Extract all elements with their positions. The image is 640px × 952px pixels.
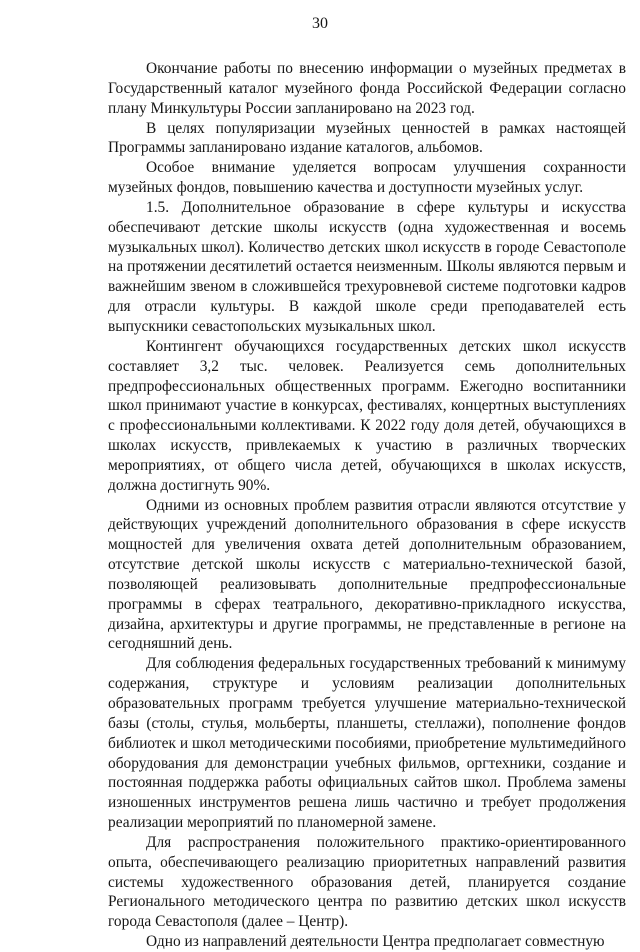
paragraph-section-1-5: 1.5. Дополнительное образование в сфере культуры и искусства обеспечивают детские школы искусств (одна художественная и восемь музыкальных школ). Количество детских школ искусств в городе Севастополе на протяжении десятилетий остается неизменным. Школы являются первым и важнейшим звеном в сложившейся трехуровневой системе подготовки кадров для отрасли культуры. В каждой школе среди преподавателей есть выпускники севастопольских музыкальных школ. <box>108 198 626 335</box>
paragraph-catalog-publishing: В целях популяризации музейных ценностей в рамках настоящей Программы запланировано издание каталогов, альбомов. <box>108 119 626 157</box>
paragraph-museum-preservation: Особое внимание уделяется вопросам улучшения сохранности музейных фондов, повышению качества и доступности музейных услуг. <box>108 159 626 197</box>
document-body <box>108 59 626 952</box>
paragraph-museum-catalog: Окончание работы по внесению информации о музейных предметах в Государственный каталог музейного фонда Российской Федерации согласно плану Минкультуры России запланировано на 2023 год. <box>108 60 626 117</box>
paragraph-methodical-center: Для распространения положительного практико-ориентированного опыта, обеспечивающего реализацию приоритетных направлений развития системы художественного образования детей, планируется создание Регионального методического центра по развитию детских школ искусств города Севастополя (далее – Центр). <box>108 833 626 931</box>
paragraph-center-activity: Одно из направлений деятельности Центра предполагает совместную <box>146 933 605 951</box>
paragraph-student-contingent: Контингент обучающихся государственных детских школ искусств составляет 3,2 тыс. человек. Реализуется семь дополнительных предпрофессиональных общественных программ. Ежегодно воспитанники школ принимают участие в конкурсах, фестивалях, концертных выступлениях с профессиональными коллективами. К 2022 году доля детей, обучающихся в школах искусств, привлекаемых к участию в различных творческих мероприятиях, от общего числа детей, обучающихся в школах искусств, должна достигнуть 90%. <box>108 337 626 494</box>
paragraph-main-problems: Одними из основных проблем развития отрасли являются отсутствие у действующих учреждений дополнительного образования в сфере искусств мощностей для увеличения охвата детей дополнительным образованием, отсутствие детской школы искусств с материально-технической базой, позволяющей реализовывать дополнительные предпрофессиональные программы в сферах театрального, декоративно-прикладного искусства, дизайна, архитектуры и другие программы, не представленные в регионе на сегодняшний день. <box>108 496 626 653</box>
page-number: 30 <box>312 15 328 32</box>
paragraph-federal-requirements: Для соблюдения федеральных государственных требований к минимуму содержания, структуре и условиям реализации дополнительных образовательных программ требуется улучшение материально-технической базы (столы, стулья, мольберты, планшеты, стеллажи), пополнение фондов библиотек и школ методическими пособиями, приобретение мультимедийного оборудования для демонстрации учебных фильмов, оргтехники, создание и постоянная поддержка работы официальных сайтов школ. Проблема замены изношенных инструментов решена лишь частично и требует продолжения реализации мероприятий по планомерной замене. <box>108 655 626 832</box>
